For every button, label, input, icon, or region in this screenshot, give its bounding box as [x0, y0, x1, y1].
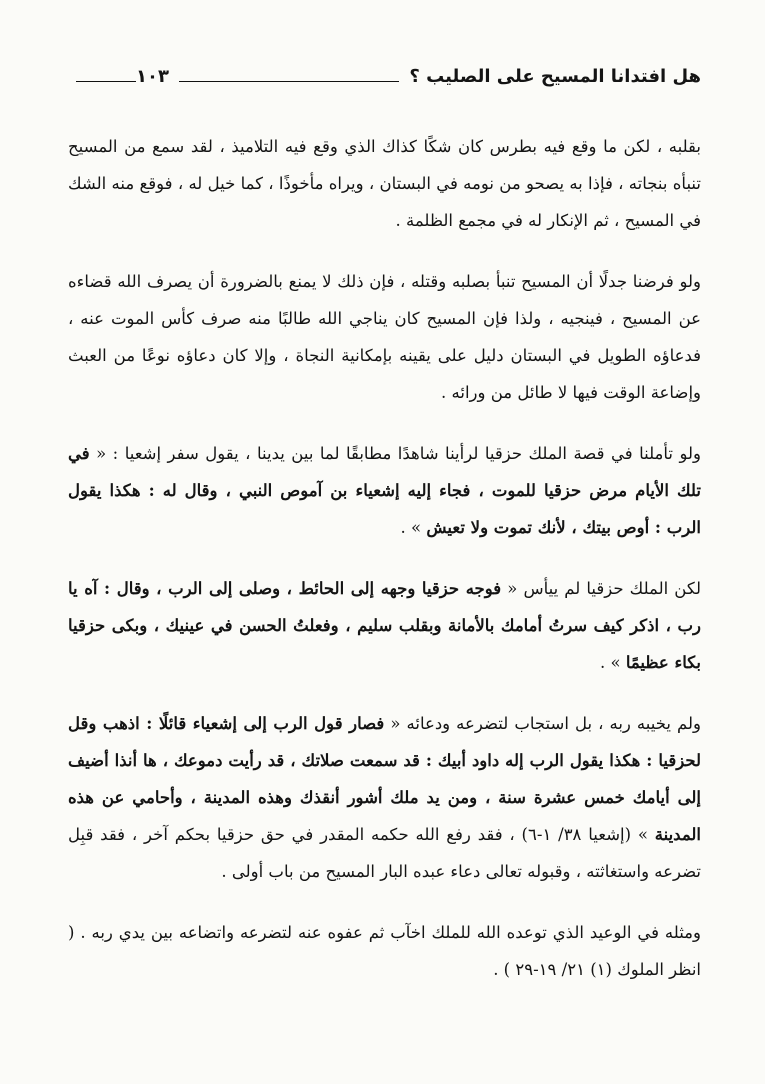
body-text: [68, 128, 701, 1012]
paragraph-2-text: ولو فرضنا جدلًا أن المسيح تنبأ بصلبه وقتله ، فإن ذلك لا يمنع بالضرورة أن يصرف الله قضاءه عن المسيح ، فينجيه ، ولذا فإن المسيح كان يناجي الله طالبًا منه صرف كأس الموت عنه ، فدعاؤه الطويل في البستان دليل على يقينه بإمكانية النجاة ، وإلا كان دعاؤه نوعًا من العبث وإضاعة الوقت فيها لا طائل من ورائه .: [68, 272, 701, 402]
header-rule: [179, 81, 399, 82]
running-title: هل افتدانا المسيح على الصليب ؟: [409, 65, 701, 87]
paragraph-4: [68, 570, 701, 681]
paragraph-6: [68, 914, 701, 988]
paragraph-2: [68, 263, 701, 411]
paragraph-5-quote: فصار قول الرب إلى إشعياء قائلًا : اذهب وقل لحزقيا : هكذا يقول الرب إله داود أبيك : قد سمعت صلاتك ، قد رأيت دموعك ، ها أنذا أضيف إلى أيامك خمس عشرة سنة ، ومن يد ملك أشور أنقذك وهذه المدينة ، وأحامي عن هذه المدينة: [68, 714, 701, 844]
paragraph-5-text: ولم يخيبه ربه ، بل استجاب لتضرعه ودعائه «: [384, 714, 701, 733]
paragraph-5-tail: » (إشعيا ٣٨/ ١-٦) ، فقد رفع الله حكمه المقدر في حق حزقيا بحكم آخر ، فقد قبِل تضرعه واستغاثته ، وقبوله تعالى دعاء عبده البار المسيح من باب أولى .: [68, 825, 701, 881]
paragraph-3-tail: » .: [400, 518, 427, 537]
paragraph-1-text: بقلبه ، لكن ما وقع فيه بطرس كان شكًا كذاك الذي وقع فيه التلاميذ ، لقد سمع من المسيح تنبأه بنجاته ، فإذا به يصحو من نومه في البستان ، ويراه مأخوذًا ، كما خيل له ، فوقع منه الشك في المسيح ، ثم الإنكار له في مجمع الظلمة .: [68, 137, 701, 230]
paragraph-4-tail: » .: [599, 653, 626, 672]
paragraph-1: [68, 128, 701, 239]
paragraph-5: [68, 705, 701, 890]
paragraph-4-text: لكن الملك حزقيا لم ييأس «: [501, 579, 701, 598]
header-rule-end: [76, 81, 136, 82]
paragraph-3: [68, 435, 701, 546]
page-number: ١٠٣: [136, 65, 169, 87]
paragraph-4-quote: فوجه حزقيا وجهه إلى الحائط ، وصلى إلى الرب ، وقال : آه يا رب ، اذكر كيف سرتُ أمامك بالأمانة وبقلب سليم ، وفعلتُ الحسن في عينيك ، وبكى حزقيا بكاء عظيمًا: [68, 579, 701, 672]
paragraph-6-text: ومثله في الوعيد الذي توعده الله للملك اخآب ثم عفوه عنه لتضرعه واتضاعه بين يدي ربه . ( انظر الملوك (١) ٢١/ ١٩-٢٩ ) .: [68, 923, 701, 979]
running-header: [68, 58, 701, 94]
paragraph-3-text: ولو تأملنا في قصة الملك حزقيا لرأينا شاهدًا مطابقًا لما بين يدينا ، يقول سفر إشعيا : «: [89, 444, 701, 463]
paragraph-3-quote: في تلك الأيام مرض حزقيا للموت ، فجاء إليه إشعياء بن آموص النبي ، وقال له : هكذا يقول الرب : أوص بيتك ، لأنك تموت ولا تعيش: [68, 444, 701, 537]
